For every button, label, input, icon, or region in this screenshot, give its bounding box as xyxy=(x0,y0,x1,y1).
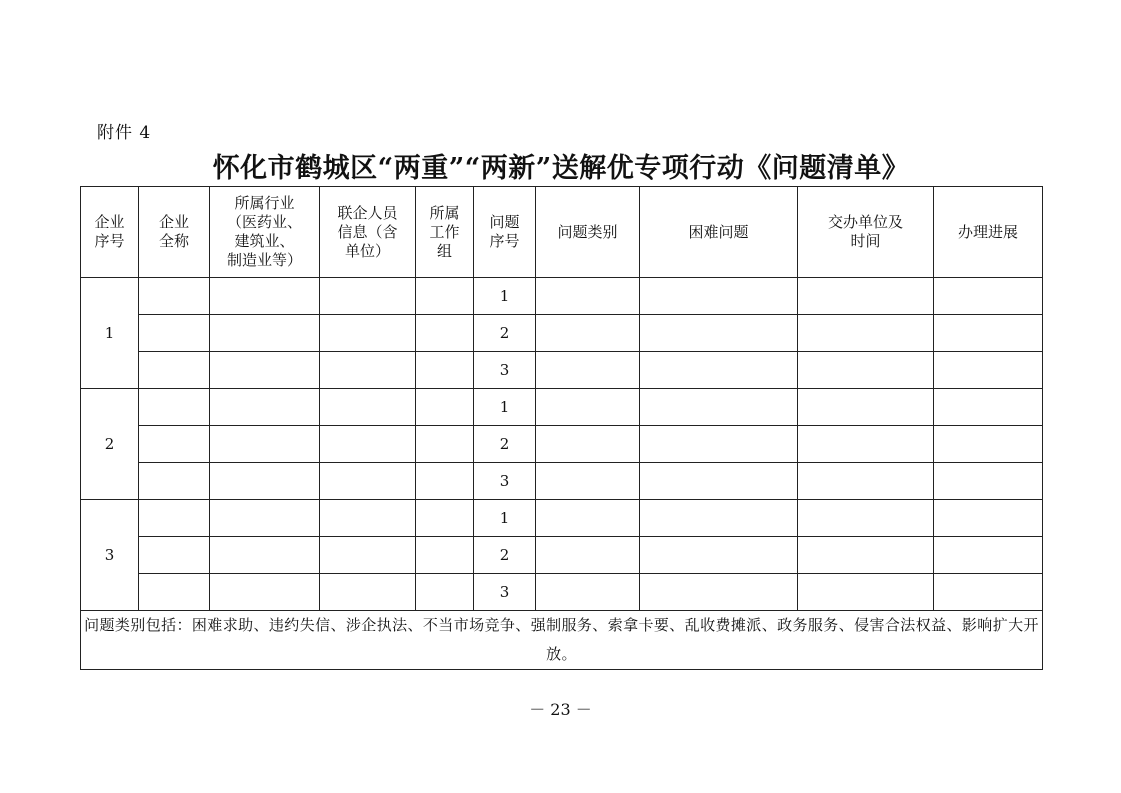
issue-no-cell: 3 xyxy=(474,352,536,389)
industry-cell xyxy=(210,537,320,574)
table-row xyxy=(81,352,1043,389)
header-line: 所属行业 xyxy=(234,194,295,212)
table-row xyxy=(81,315,1043,352)
difficulty-cell xyxy=(640,463,798,500)
difficulty-cell xyxy=(640,426,798,463)
progress-cell xyxy=(934,574,1043,611)
header-line: 全称 xyxy=(158,232,189,250)
company-no-cell: 2 xyxy=(81,389,139,500)
table-row xyxy=(81,500,1043,537)
contact-cell xyxy=(320,500,416,537)
work-group-cell xyxy=(416,315,474,352)
contact-cell xyxy=(320,352,416,389)
header-contact xyxy=(320,187,416,278)
header-line: 制造业等） xyxy=(226,251,302,269)
assigned-unit-cell xyxy=(798,463,934,500)
difficulty-cell xyxy=(640,574,798,611)
work-group-cell xyxy=(416,500,474,537)
progress-cell xyxy=(934,352,1043,389)
contact-cell xyxy=(320,537,416,574)
header-line: 所属 xyxy=(429,203,460,222)
company-name-cell xyxy=(139,500,210,537)
contact-cell xyxy=(320,574,416,611)
issue-no-cell: 2 xyxy=(474,315,536,352)
industry-cell xyxy=(210,500,320,537)
header-issue-no xyxy=(474,187,536,278)
header-line: 企业 xyxy=(158,213,189,231)
table-row xyxy=(81,574,1043,611)
progress-cell xyxy=(934,426,1043,463)
issue-category-cell xyxy=(536,463,640,500)
progress-cell xyxy=(934,500,1043,537)
company-name-cell xyxy=(139,463,210,500)
company-name-cell xyxy=(139,278,210,315)
assigned-unit-cell xyxy=(798,537,934,574)
header-company-name xyxy=(139,187,210,278)
progress-cell xyxy=(934,537,1043,574)
assigned-unit-cell xyxy=(798,574,934,611)
header-work-group xyxy=(416,187,474,278)
header-line: （医药业、 xyxy=(226,213,302,231)
table-row xyxy=(81,537,1043,574)
contact-cell xyxy=(320,278,416,315)
header-line: 交办单位及 xyxy=(827,213,903,231)
header-line: 序号 xyxy=(489,232,520,250)
table-row xyxy=(81,426,1043,463)
table-row xyxy=(81,278,1043,315)
company-name-cell xyxy=(139,537,210,574)
difficulty-cell xyxy=(640,352,798,389)
progress-cell xyxy=(934,315,1043,352)
table-row xyxy=(81,389,1043,426)
page-number: － 23 － xyxy=(529,700,592,719)
issue-category-cell xyxy=(536,389,640,426)
issue-category-cell xyxy=(536,278,640,315)
header-line: 联企人员 xyxy=(337,203,398,222)
industry-cell xyxy=(210,463,320,500)
table-row xyxy=(81,463,1043,500)
assigned-unit-cell xyxy=(798,278,934,315)
issue-no-cell: 3 xyxy=(474,463,536,500)
contact-cell xyxy=(320,389,416,426)
header-industry xyxy=(210,187,320,278)
issue-category-cell xyxy=(536,426,640,463)
header-line: 困难问题 xyxy=(688,222,749,241)
header-line: 时间 xyxy=(850,232,881,250)
work-group-cell xyxy=(416,574,474,611)
contact-cell xyxy=(320,315,416,352)
company-name-cell xyxy=(139,426,210,463)
work-group-cell xyxy=(416,426,474,463)
issue-no-cell: 3 xyxy=(474,574,536,611)
issue-category-cell xyxy=(536,500,640,537)
assigned-unit-cell xyxy=(798,315,934,352)
issue-no-cell: 1 xyxy=(474,389,536,426)
assigned-unit-cell xyxy=(798,426,934,463)
issue-category-cell xyxy=(536,315,640,352)
difficulty-cell xyxy=(640,537,798,574)
company-no-cell: 3 xyxy=(81,500,139,611)
issue-category-cell xyxy=(536,537,640,574)
issue-no-cell: 2 xyxy=(474,426,536,463)
industry-cell xyxy=(210,352,320,389)
industry-cell xyxy=(210,278,320,315)
header-progress xyxy=(934,187,1043,278)
page-title: 怀化市鹤城区“两重”“两新”送解优专项行动《问题清单》 xyxy=(212,153,910,184)
attachment-label: 附件 4 xyxy=(97,123,152,143)
header-line: 单位） xyxy=(344,241,390,260)
header-assigned-unit-time xyxy=(798,187,934,278)
header-line: 办理进展 xyxy=(957,222,1018,241)
assigned-unit-cell xyxy=(798,352,934,389)
header-company-no xyxy=(81,187,139,278)
company-name-cell xyxy=(139,389,210,426)
company-no-cell: 1 xyxy=(81,278,139,389)
work-group-cell xyxy=(416,463,474,500)
industry-cell xyxy=(210,389,320,426)
company-name-cell xyxy=(139,315,210,352)
issue-no-cell: 1 xyxy=(474,500,536,537)
header-line: 信息（含 xyxy=(337,222,398,241)
company-name-cell xyxy=(139,352,210,389)
work-group-cell xyxy=(416,389,474,426)
contact-cell xyxy=(320,463,416,500)
header-line: 建筑业、 xyxy=(234,232,295,250)
header-line: 问题 xyxy=(489,213,520,231)
progress-cell xyxy=(934,278,1043,315)
work-group-cell xyxy=(416,352,474,389)
header-line: 组 xyxy=(436,241,452,260)
issue-category-note: 问题类别包括：困难求助、违约失信、涉企执法、不当市场竞争、强制服务、索拿卡要、乱收费摊派、政务服务、侵害合法权益、影响扩大开放。 xyxy=(81,611,1043,670)
header-line: 工作 xyxy=(429,222,460,241)
issue-category-cell xyxy=(536,352,640,389)
table-header-row xyxy=(81,187,1043,278)
work-group-cell xyxy=(416,537,474,574)
assigned-unit-cell xyxy=(798,389,934,426)
issue-category-cell xyxy=(536,574,640,611)
difficulty-cell xyxy=(640,315,798,352)
header-line: 企业 xyxy=(94,213,125,231)
contact-cell xyxy=(320,426,416,463)
difficulty-cell xyxy=(640,278,798,315)
header-line: 问题类别 xyxy=(557,222,618,241)
work-group-cell xyxy=(416,278,474,315)
issue-no-cell: 2 xyxy=(474,537,536,574)
progress-cell xyxy=(934,389,1043,426)
header-difficulty xyxy=(640,187,798,278)
progress-cell xyxy=(934,463,1043,500)
header-issue-category xyxy=(536,187,640,278)
industry-cell xyxy=(210,574,320,611)
industry-cell xyxy=(210,315,320,352)
difficulty-cell xyxy=(640,389,798,426)
assigned-unit-cell xyxy=(798,500,934,537)
difficulty-cell xyxy=(640,500,798,537)
issue-no-cell: 1 xyxy=(474,278,536,315)
issue-list-table xyxy=(80,186,1043,670)
company-name-cell xyxy=(139,574,210,611)
header-line: 序号 xyxy=(94,232,125,250)
table-note-row xyxy=(81,611,1043,670)
industry-cell xyxy=(210,426,320,463)
